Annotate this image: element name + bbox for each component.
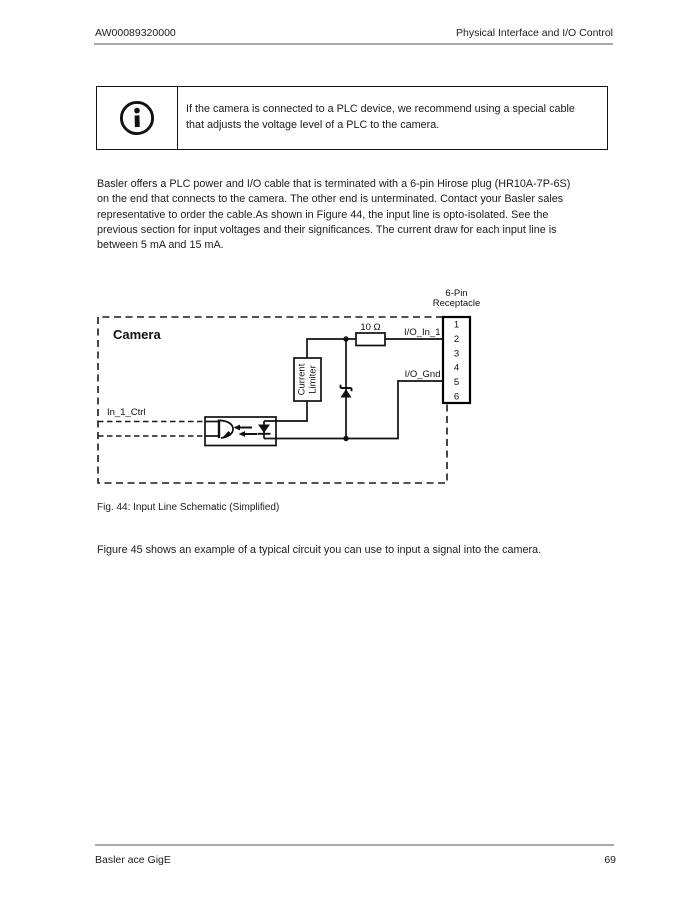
current-limiter-label-word1: Current	[296, 363, 308, 396]
page-number: 69	[604, 854, 616, 866]
resistor-value-label: 10 Ω	[360, 322, 381, 333]
body-line: on the end that connects to the camera. The other end is unterminated. Contact your Basler sales	[97, 193, 564, 206]
info-icon	[106, 87, 168, 149]
document-id: AW00089320000	[95, 27, 176, 39]
pin-number: 6	[453, 391, 460, 403]
pin-number: 5	[453, 377, 460, 388]
footer-divider	[95, 844, 614, 846]
opto-led	[258, 421, 271, 439]
header-divider	[94, 43, 613, 45]
body-line: Basler offers a PLC power and I/O cable that is terminated with a 6-pin Hirose plug (HR10A-7P-6S)	[97, 178, 571, 190]
note-line: that adjusts the voltage level of a PLC to the camera.	[186, 119, 440, 131]
body-paragraph	[97, 177, 570, 254]
input-line-schematic	[88, 283, 483, 496]
pin-number: 3	[453, 348, 460, 360]
info-note-box	[96, 86, 608, 150]
pin-number: 4	[453, 362, 460, 374]
ground-wire	[264, 381, 443, 439]
note-line: If the camera is connected to a PLC device, we recommend using a special cable	[186, 103, 575, 116]
pin-number: 1	[453, 319, 460, 331]
io-in-label: I/O_In_1	[404, 327, 441, 338]
page-header	[95, 26, 613, 40]
current-limiter-label-word2: Limiter	[307, 365, 319, 394]
io-gnd-label: I/O_Gnd	[404, 369, 441, 380]
pin-number: 2	[453, 334, 460, 345]
info-note-text	[178, 87, 575, 149]
body-line: representative to order the cable.As shown in Figure 44, the input line is opto-isolated. See the	[97, 208, 549, 221]
chapter-title: Physical Interface and I/O Control	[456, 27, 613, 39]
receptacle-title-line2: Receptacle	[432, 298, 481, 309]
light-arrows-icon	[234, 425, 258, 437]
body-line: between 5 mA and 15 mA.	[97, 239, 224, 252]
page-footer	[95, 854, 616, 867]
figure-caption: Fig. 44: Input Line Schematic (Simplified)	[97, 502, 280, 513]
opto-phototransistor	[205, 420, 233, 439]
receptacle-title-line1: 6-Pin	[445, 288, 468, 299]
limiter-to-led-wire	[264, 401, 307, 421]
figure45-reference-text: Figure 45 shows an example of a typical circuit you can use to input a signal into the camera.	[97, 544, 542, 556]
info-icon-cell	[97, 87, 178, 149]
in-ctrl-label: In_1_Ctrl	[107, 407, 146, 418]
product-name: Basler ace GigE	[95, 854, 171, 866]
camera-label: Camera	[113, 327, 161, 342]
body-line: previous section for input voltages and their significances. The current draw for each input line is	[97, 224, 557, 237]
resistor	[356, 333, 385, 346]
